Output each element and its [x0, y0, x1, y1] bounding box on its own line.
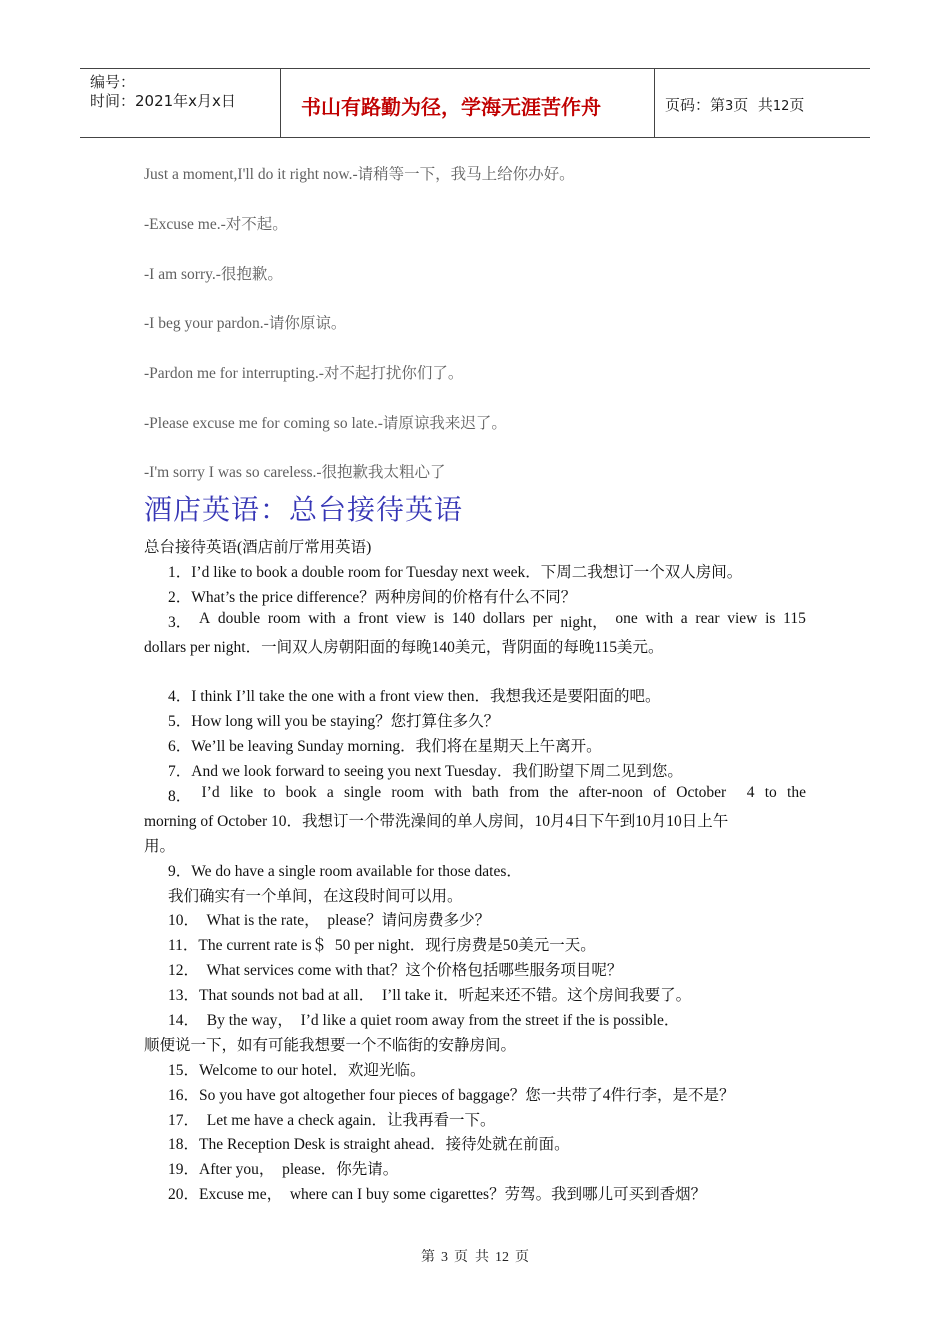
phrase-line: -Please excuse me for coming so late.-请原谅我来迟了。	[144, 415, 507, 432]
justified-word: dollars	[482, 610, 526, 627]
justified-word: 3．	[168, 614, 192, 631]
phrase-line: -I beg your pardon.-请你原谅。	[144, 315, 347, 332]
justified-word: per	[532, 610, 553, 627]
time-label: 时间：2021年x月x日	[90, 92, 236, 110]
motto: 书山有路勤为径，学海无涯苦作舟	[301, 95, 601, 119]
list-item: 12． What services come with that？这个价格包括哪些服务项目呢？	[168, 962, 623, 979]
justified-word: to	[263, 784, 276, 801]
list-item: 17． Let me have a check again．让我再看一下。	[168, 1112, 496, 1129]
justified-word: 8．	[168, 788, 192, 805]
justified-word: a	[680, 610, 688, 627]
justified-word: a	[343, 610, 351, 627]
justified-word: 140	[451, 610, 476, 627]
footer-mid: 页 共	[454, 1250, 489, 1265]
phrase-line: -I am sorry.-很抱歉。	[144, 266, 283, 283]
list-item: 20．Excuse me， where can I buy some cigarettes？劳驾。我到哪儿可买到香烟？	[168, 1186, 707, 1203]
page-suffix: 页	[789, 96, 805, 114]
list-item: 顺便说一下，如有可能我想要一个不临街的安静房间。	[144, 1037, 517, 1054]
justified-word: book	[285, 784, 317, 801]
list-item: morning of October 10．我想订一个带洗澡间的单人房间，10月4日下午到10月10日上午	[144, 813, 729, 830]
justified-word: with	[645, 610, 674, 627]
justified-word: 115	[783, 610, 806, 627]
list-item-justified	[144, 784, 806, 806]
list-item: 11．The current rate is＄ 50 per night．现行房费是50美元一天。	[168, 937, 596, 954]
list-item: 19．After you， please．你先请。	[168, 1161, 399, 1178]
justified-word: the	[787, 784, 806, 801]
justified-word: of	[653, 784, 667, 801]
phrase-line: -I'm sorry I was so careless.-很抱歉我太粗心了	[144, 464, 446, 481]
list-item: dollars per night．一间双人房朝阳面的每晚140美元，背阴面的每晚115美元。	[144, 639, 664, 656]
list-item: 7．And we look forward to seeing you next Tuesday．我们盼望下周二见到您。	[168, 763, 683, 780]
justified-word: night，	[560, 614, 608, 631]
header-page-cell	[655, 69, 870, 137]
footer-current: 3	[441, 1250, 448, 1265]
phrase-line: -Excuse me.-对不起。	[144, 216, 288, 233]
page-indicator	[665, 94, 804, 115]
list-item: 6．We’ll be leaving Sunday morning．我们将在星期天上午离开。	[168, 738, 602, 755]
footer-prefix: 第	[421, 1250, 435, 1265]
phrase-line: Just a moment,I'll do it right now.-请稍等一下，我马上给你办好。	[144, 166, 575, 183]
list-item: 用。	[144, 838, 176, 855]
justified-word: single	[344, 784, 382, 801]
page-current: 3	[725, 99, 734, 114]
justified-word: October	[676, 784, 727, 801]
justified-word: I’d	[201, 784, 220, 801]
justified-word: to	[764, 784, 777, 801]
footer-suffix: 页	[515, 1250, 529, 1265]
page-total: 12	[772, 99, 790, 114]
subtitle: 总台接待英语(酒店前厅常用英语)	[144, 539, 372, 556]
justified-word: like	[229, 784, 254, 801]
justified-word: the	[549, 784, 569, 801]
list-item: 1．I’d like to book a double room for Tuesday next week．下周二我想订一个双人房间。	[168, 564, 743, 581]
list-item: 13．That sounds not bad at all． I’ll take it．听起来还不错。这个房间我要了。	[168, 987, 692, 1004]
justified-word: is	[433, 610, 445, 627]
footer-total: 12	[495, 1250, 509, 1265]
justified-word: double	[217, 610, 261, 627]
justified-word: with	[308, 610, 336, 627]
list-item: 16．So you have got altogether four pieces of baggage？您一共带了4件行李，是不是？	[168, 1087, 735, 1104]
list-item: 4．I think I’ll take the one with a front view then．我想我还是要阳面的吧。	[168, 688, 661, 705]
justified-word: room	[391, 784, 425, 801]
justified-word: rear	[695, 610, 720, 627]
page-footer	[0, 1246, 950, 1266]
justified-word: one	[615, 610, 638, 627]
justified-word: 4	[746, 784, 755, 801]
justified-word: from	[509, 784, 540, 801]
list-item: 14． By the way， I’d like a quiet room away from the street if the is possible．	[168, 1012, 680, 1029]
number-label: 编号：	[90, 73, 136, 91]
justified-word: room	[267, 610, 301, 627]
page-header	[80, 68, 870, 138]
justified-word: view	[727, 610, 758, 627]
page-prefix: 页码：第	[665, 96, 726, 114]
justified-word: A	[198, 610, 211, 627]
phrase-line: -Pardon me for interrupting.-对不起打扰你们了。	[144, 365, 464, 382]
justified-word: view	[396, 610, 427, 627]
list-item: 15．Welcome to our hotel．欢迎光临。	[168, 1062, 426, 1079]
page-mid: 页 共	[733, 96, 773, 114]
list-item: 10． What is the rate， please？请问房费多少？	[168, 912, 491, 929]
list-item: 我们确实有一个单间，在这段时间可以用。	[168, 888, 463, 905]
justified-word: a	[326, 784, 334, 801]
justified-word: is	[765, 610, 776, 627]
justified-word: bath	[472, 784, 499, 801]
header-info-cell	[80, 69, 281, 137]
header-motto-cell	[281, 69, 655, 137]
list-item: 9．We do have a single room available for those dates．	[168, 863, 522, 880]
list-item: 5．How long will you be staying？您打算住多久？	[168, 713, 500, 730]
list-item: 2．What’s the price difference？两种房间的价格有什么不同？	[168, 589, 577, 606]
justified-word: after-noon	[578, 784, 643, 801]
list-item: 18．The Reception Desk is straight ahead．接待处就在前面。	[168, 1136, 570, 1153]
justified-word: with	[434, 784, 462, 801]
section-title: 酒店英语：总台接待英语	[144, 493, 464, 526]
justified-word: front	[358, 610, 389, 627]
list-item-justified	[144, 610, 806, 632]
